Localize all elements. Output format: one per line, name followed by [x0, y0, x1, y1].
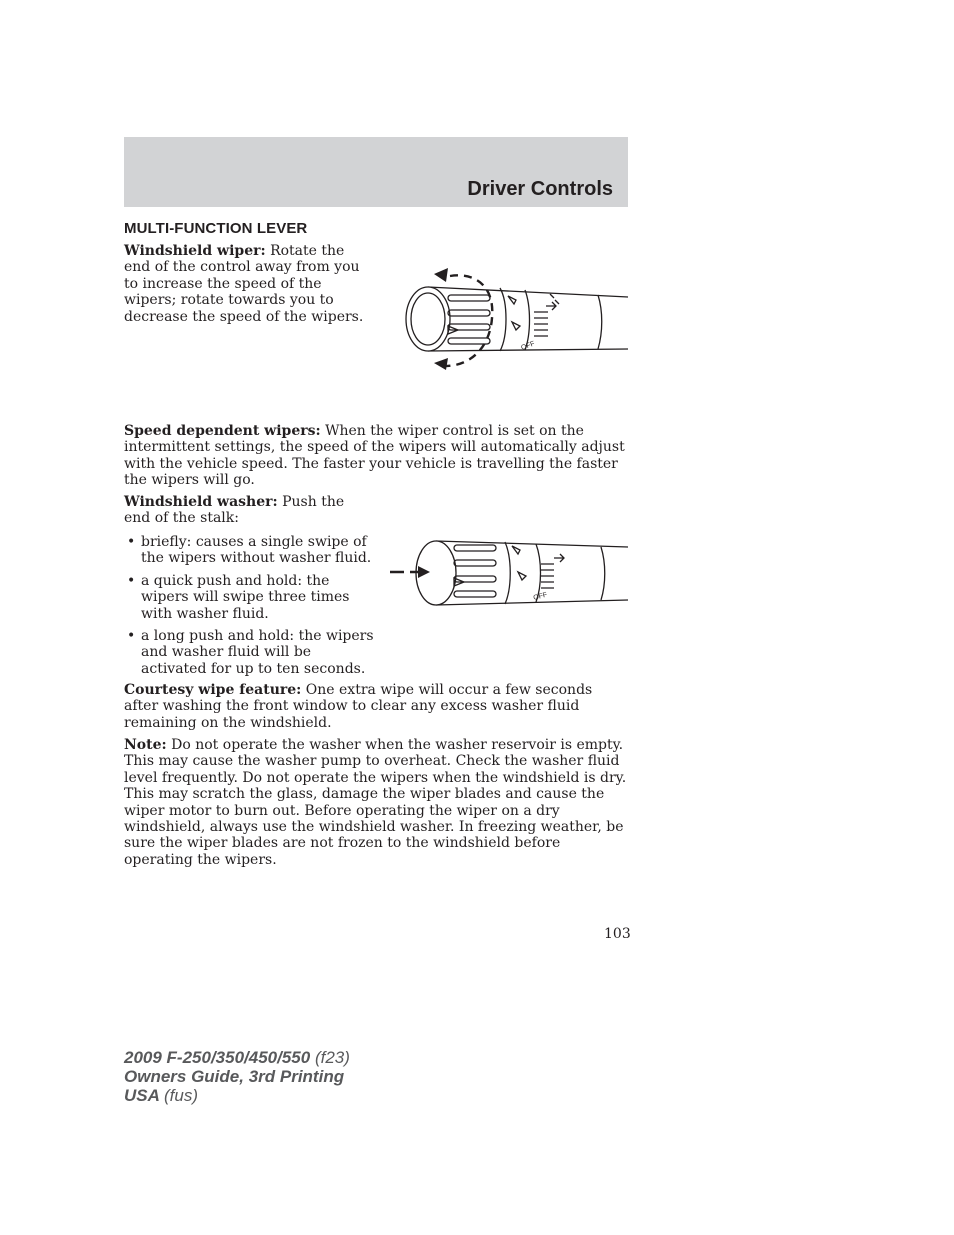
footer-model: 2009 F-250/350/450/550 — [124, 1048, 311, 1067]
note-paragraph — [124, 737, 630, 868]
page-number: 103 — [604, 926, 631, 942]
washer-bullet-list — [124, 534, 379, 683]
wiper-text: Rotate the end of the control away from you to increase the speed of the wipers; rotate towards you to decrease the speed of the wipers. — [124, 243, 364, 325]
washer-push-illustration — [388, 536, 630, 608]
speed-dependent-text: When the wiper control is set on the intermittent settings, the speed of the wipers will automatically adjust with the vehicle speed. The faster your vehicle is travelling the faster the wipers will go. — [124, 423, 625, 489]
list-item: • a long push and hold: the wipers and washer fluid will be activated for up to ten seconds. — [124, 628, 379, 677]
wiper-label: Windshield wiper: — [124, 243, 266, 259]
off-label: OFF — [520, 340, 536, 352]
footer-model-code: (f23) — [314, 1048, 350, 1067]
wiper-rotate-illustration — [400, 266, 630, 372]
section-header-band — [124, 137, 628, 207]
washer-label: Windshield washer: — [124, 494, 278, 510]
courtesy-paragraph — [124, 682, 629, 731]
up-arrow-icon — [434, 268, 448, 282]
list-item: • briefly: causes a single swipe of the wipers without washer fluid. — [124, 534, 379, 567]
speed-dependent-label: Speed dependent wipers: — [124, 423, 321, 439]
footer-line-1 — [124, 1048, 350, 1067]
footer-region: USA — [124, 1086, 160, 1105]
footer — [124, 1048, 350, 1105]
page-heading: MULTI-FUNCTION LEVER — [124, 220, 308, 237]
note-text: Do not operate the washer when the washer reservoir is empty. This may cause the washer pump to overheat. Check the washer fluid level frequently. Do not operate the wipers when the windshield is dry. This may scratch the glass, damage the wiper blades and cause the wiper motor to burn out. Before operating the wiper on a dry windshield, always use the windshield washer. In freezing weather, be sure the wiper blades are not frozen to the windshield before operating the wipers. — [124, 737, 627, 868]
section-title: Driver Controls — [467, 178, 613, 200]
courtesy-text: One extra wipe will occur a few seconds after washing the front window to clear any excess washer fluid remaining on the windshield. — [124, 682, 593, 731]
footer-line-3 — [124, 1086, 350, 1105]
speed-dependent-paragraph — [124, 423, 629, 489]
footer-line-2: Owners Guide, 3rd Printing — [124, 1067, 345, 1086]
note-label: Note: — [124, 737, 167, 753]
off-label: OFF — [532, 591, 549, 602]
courtesy-label: Courtesy wipe feature: — [124, 682, 302, 698]
washer-paragraph — [124, 494, 374, 527]
washer-text: Push the end of the stalk: — [124, 494, 345, 527]
down-arrow-icon — [434, 358, 448, 370]
list-item: • a quick push and hold: the wipers will swipe three times with washer fluid. — [124, 573, 379, 622]
wiper-paragraph — [124, 243, 374, 325]
footer-region-code: (fus) — [164, 1086, 198, 1105]
